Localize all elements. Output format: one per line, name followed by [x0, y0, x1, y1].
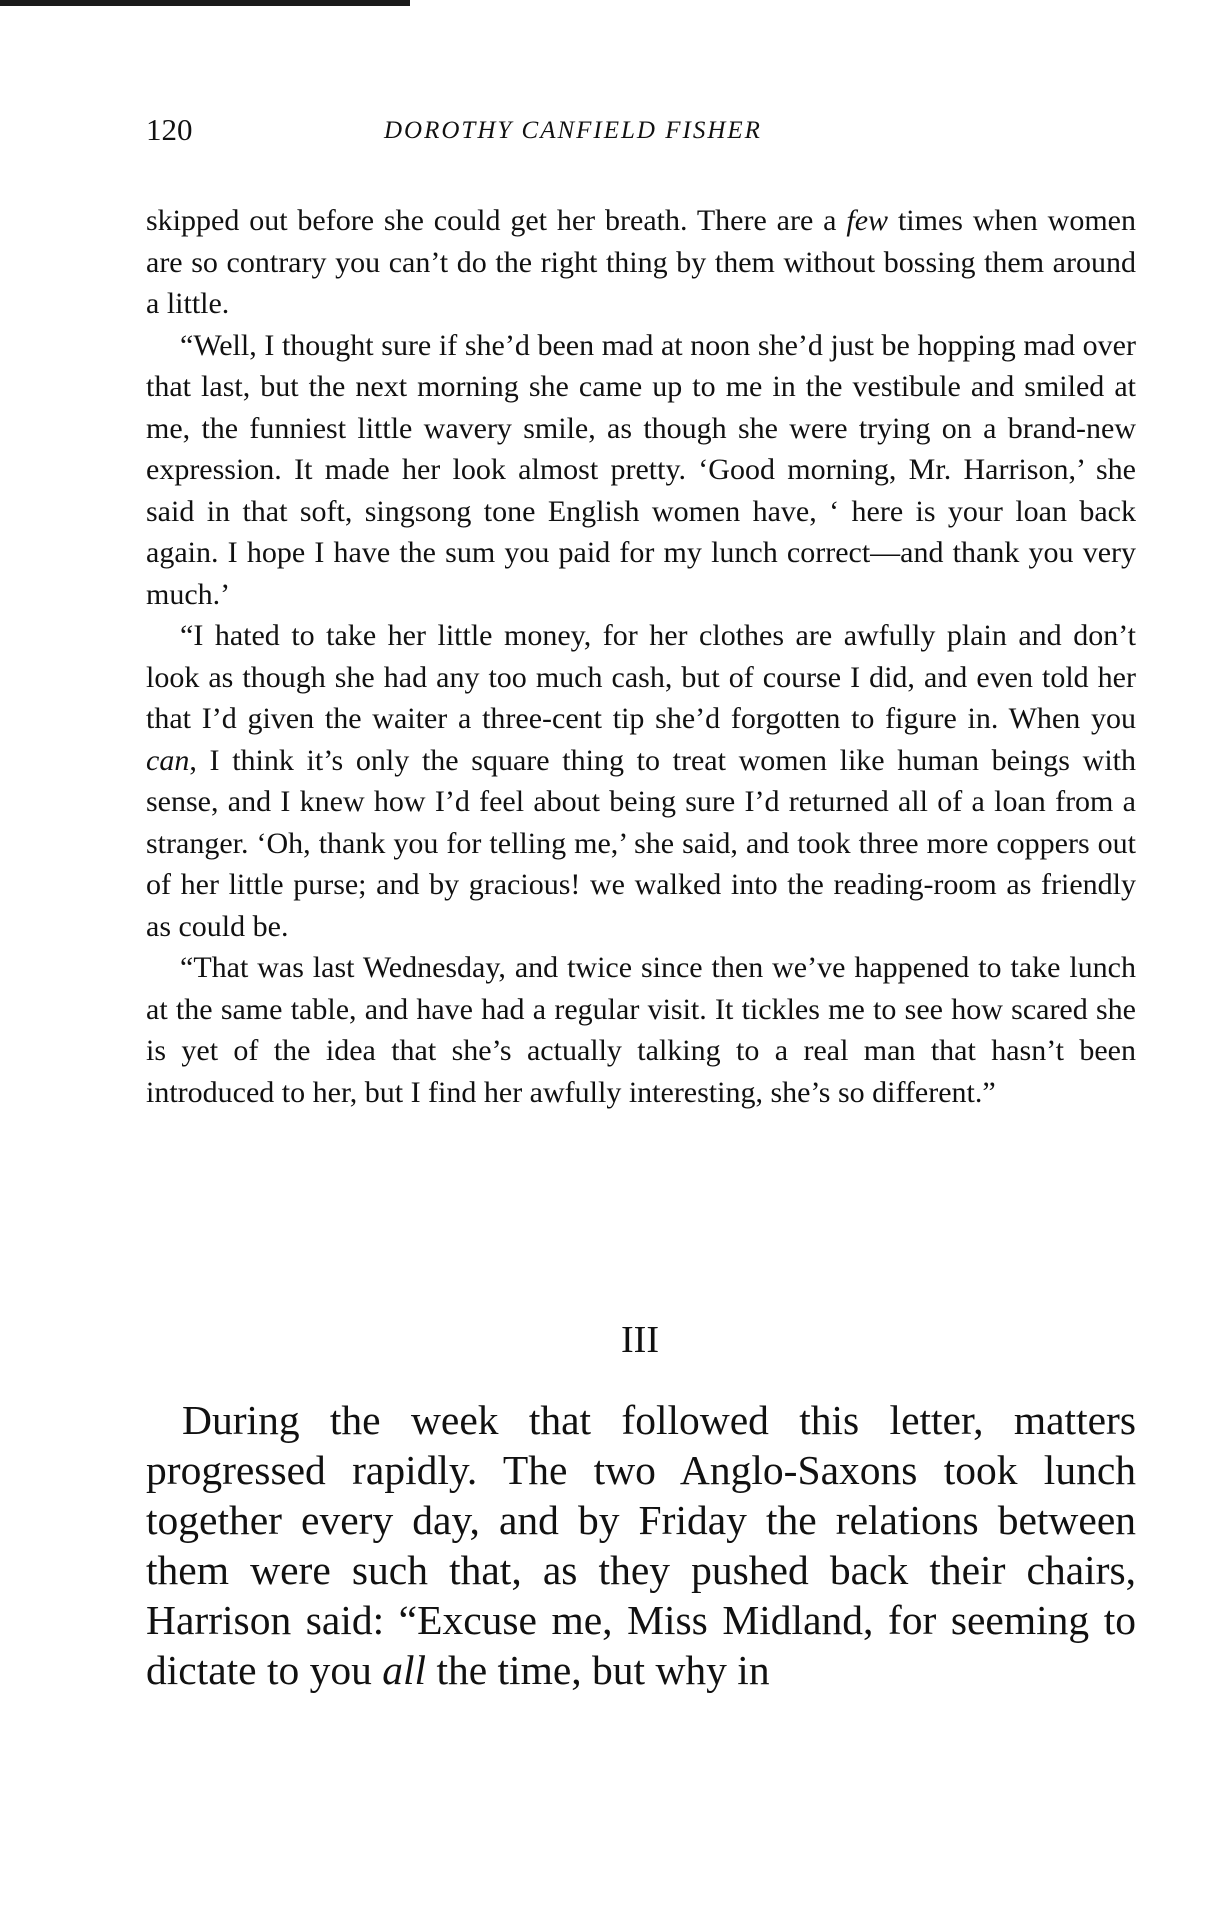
emphasis-all: all [382, 1647, 427, 1693]
section-paragraph: During the week that followed this letter, matters progressed rapidly. The two Anglo-Saxons took lunch together every day, and by Friday the relations between them were such that, as they pushed back their chairs, Harrison said: “Excuse me, Miss Midland, for seeming to dictate to you all the time, but why in [146, 1397, 1136, 1693]
page-header [146, 112, 1136, 152]
running-head: DOROTHY CANFIELD FISHER [384, 117, 762, 144]
paragraph: “That was last Wednesday, and twice since then we’ve happened to take lunch at the same table, and have had a regular visit. It tickles me to see how scared she is yet of the idea that she’s actually talking to a real man that hasn’t been introduced to her, but I find her awfully interesting, she’s so different.” [146, 951, 1136, 1109]
top-rule [0, 0, 410, 6]
paragraph: “Well, I thought sure if she’d been mad at noon she’d just be hopping mad over that last, but the next morning she came up to me in the vestibule and smiled at me, the funniest little wavery smile, as though she were trying on a brand-new expression. It made her look almost pretty. ‘Good morning, Mr. Harrison,’ she said in that soft, singsong tone English women have, ‘ here is your loan back again. I hope I have the sum you paid for my lunch correct—and thank you very much.’ [146, 328, 1136, 611]
page-number: 120 [146, 112, 193, 147]
emphasis-can: can [146, 743, 190, 777]
paragraph: “I hated to take her little money, for her clothes are awfully plain and don’t look as though she had any too much cash, but of course I did, and even told her that I’d given the waiter a three-cent tip she’d forgotten to figure in. When you can, I think it’s only the square thing to treat women like human beings with sense, and I knew how I’d feel about being sure I’d returned all of a loan from a stranger. ‘Oh, thank you for telling me,’ she said, and took three more coppers out of her little purse; and by gracious! we walked into the reading-room as friendly as could be. [146, 619, 1136, 943]
section-opening [146, 1395, 1136, 1695]
paragraph-continuation: skipped out before she could get her breath. There are a few times when women are so contrary you can’t do the right thing by them without bossing them around a little. [146, 204, 1137, 320]
emphasis-few: few [846, 204, 889, 237]
section-heading: III [621, 1319, 659, 1361]
body-text [146, 200, 1136, 1113]
